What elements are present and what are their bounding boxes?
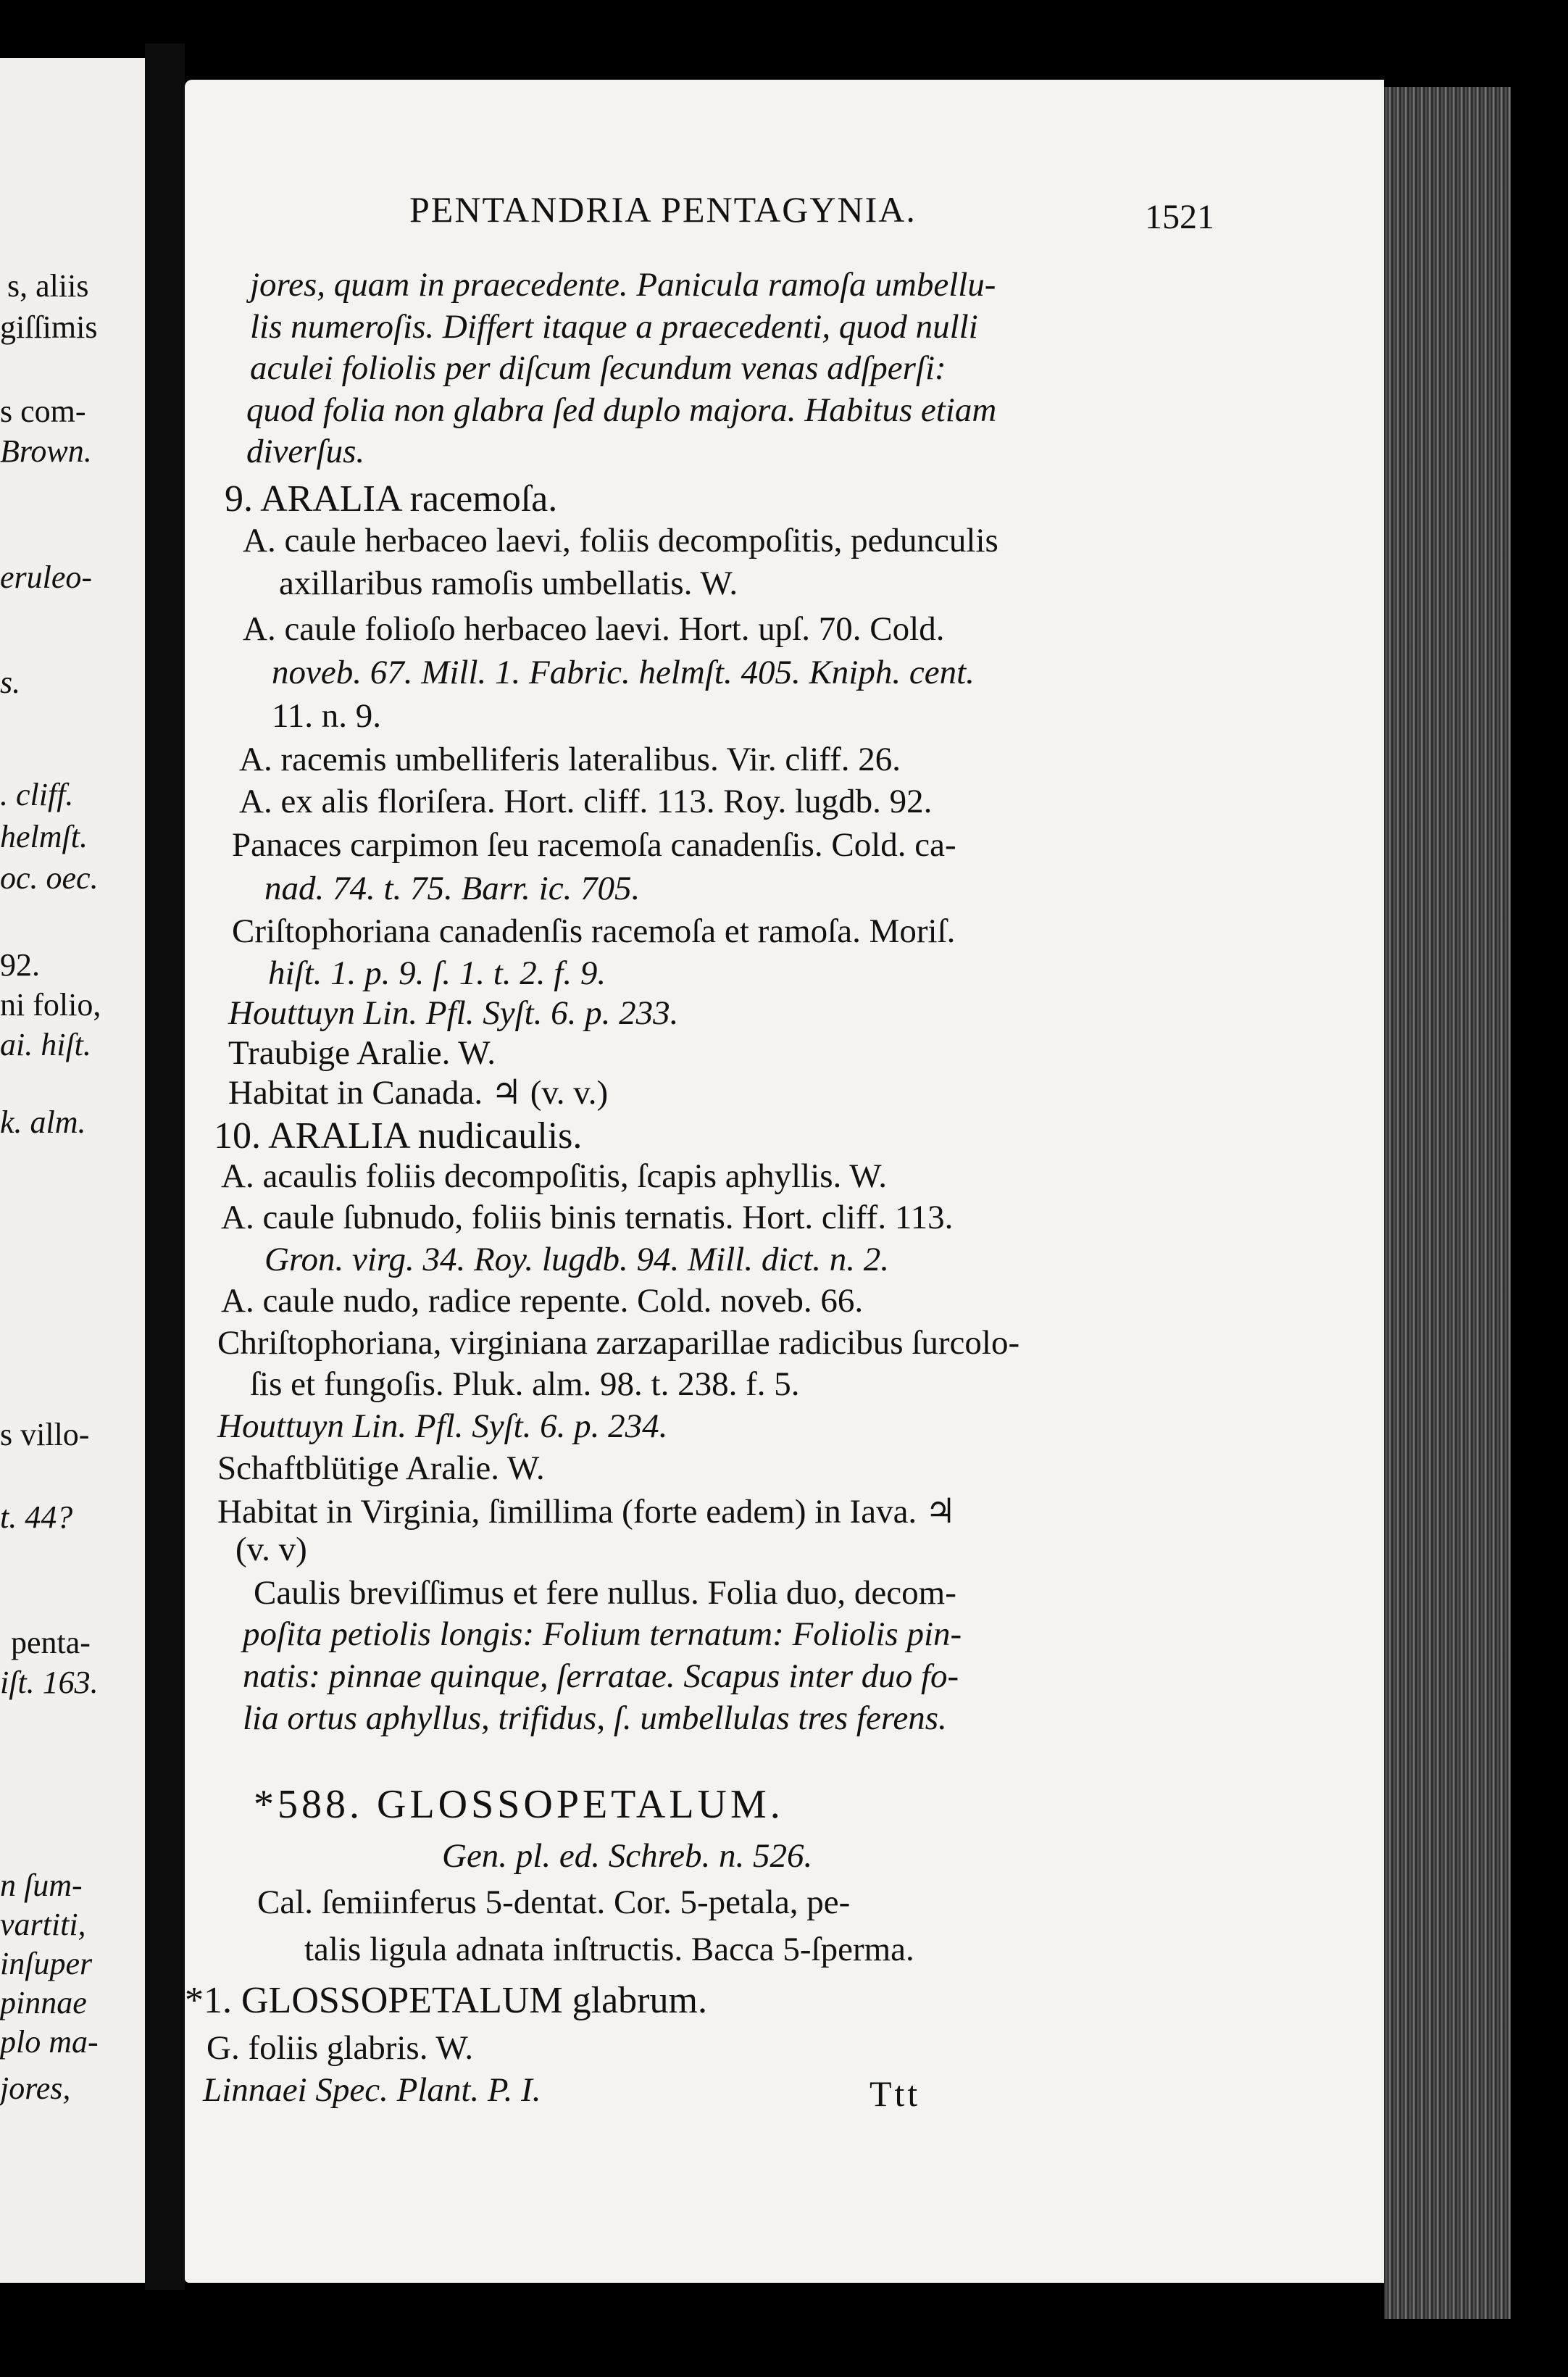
text-line: A. acaulis foliis decompoſitis, ſcapis aphyllis. W. (221, 1157, 888, 1195)
text-line: poſita petiolis longis: Folium ternatum: Foliolis pin- (243, 1615, 962, 1653)
fragment-line: 92. (0, 947, 40, 983)
text-line: (v. v) (235, 1531, 307, 1568)
text-line: Linnaei Spec. Plant. P. I. (203, 2071, 541, 2109)
fragment-line: jores, (0, 2070, 71, 2106)
text-line: Habitat in Virginia, ſimillima (forte eadem) in Iava. ♃ (217, 1493, 956, 1531)
text-line: A. racemis umbelliferis lateralibus. Vir. cliff. 26. (239, 741, 901, 778)
fragment-line: vartiti, (0, 1907, 86, 1942)
fragment-line: s. (0, 665, 21, 700)
species-heading: 10. ARALIA nudicaulis. (214, 1115, 583, 1157)
text-line: Gron. virg. 34. Roy. lugdb. 94. Mill. dict. n. 2. (264, 1241, 890, 1278)
text-line: Traubige Aralie. W. (228, 1034, 496, 1072)
text-line: A. ex alis floriſera. Hort. cliff. 113. Roy. lugdb. 92. (239, 783, 933, 820)
text-line: Cal. ſemiinferus 5-dentat. Cor. 5-petala, pe- (257, 1883, 851, 1921)
fragment-line: inſuper (0, 1946, 93, 1981)
page (185, 80, 1384, 2283)
text-line: jores, quam in praecedente. Panicula ramoſa umbellu- (250, 266, 996, 304)
page-number: 1521 (1145, 198, 1214, 236)
fragment-line: iſt. 163. (0, 1665, 99, 1700)
fragment-line: giſſimis (0, 309, 98, 345)
text-line: Gen. pl. ed. Schreb. n. 526. (442, 1837, 813, 1875)
gutter (145, 43, 185, 2290)
text-line: A. caule folioſo herbaceo laevi. Hort. upſ. 70. Cold. (243, 610, 945, 648)
signature-mark: Ttt (870, 2073, 921, 2114)
fragment-line: t. 44? (0, 1499, 73, 1535)
fragment-line: ni folio, (0, 987, 101, 1023)
fragment-line: eruleo- (0, 559, 93, 595)
text-line: A. caule herbaceo laevi, foliis decompoſitis, pedunculis (243, 522, 998, 559)
fragment-line: ai. hiſt. (0, 1027, 91, 1062)
fragment-line: s villo- (0, 1417, 90, 1452)
book-edge-shadow (1511, 72, 1568, 2377)
species-heading: *1. GLOSSOPETALUM glabrum. (185, 1980, 707, 2021)
text-line: Criſtophoriana canadenſis racemoſa et ramoſa. Moriſ. (232, 912, 956, 950)
text-line: lis numeroſis. Differt itaque a praecedenti, quod nulli (250, 308, 978, 346)
text-line: quod folia non glabra ſed duplo majora. Habitus etiam (246, 391, 997, 429)
genus-heading: *588. GLOSSOPETALUM. (254, 1782, 784, 1827)
text-line: Houttuyn Lin. Pfl. Syſt. 6. p. 234. (217, 1407, 668, 1445)
fragment-line: Brown. (0, 433, 92, 469)
fragment-line: pinnae (0, 1985, 87, 2020)
text-line: Panaces carpimon ſeu racemoſa canadenſis. Cold. ca- (232, 826, 956, 864)
text-line: Chriſtophoriana, virginiana zarzaparillae radicibus ſurcolo- (217, 1324, 1020, 1362)
text-line: natis: pinnae quinque, ſerratae. Scapus inter duo fo- (243, 1657, 959, 1695)
text-line: 11. n. 9. (272, 697, 382, 735)
fragment-line: s, aliis (7, 268, 89, 304)
text-line: Houttuyn Lin. Pfl. Syſt. 6. p. 233. (228, 994, 679, 1032)
text-line: A. caule nudo, radice repente. Cold. noveb. 66. (221, 1282, 864, 1320)
text-line: A. caule ſubnudo, foliis binis ternatis. Hort. cliff. 113. (221, 1199, 954, 1236)
page-edges (1384, 87, 1511, 2319)
species-heading: 9. ARALIA racemoſa. (225, 478, 558, 520)
text-line: diverſus. (246, 433, 365, 470)
text-line: G. foliis glabris. W. (207, 2029, 474, 2067)
fragment-line: . cliff. (0, 777, 74, 812)
running-title: PENTANDRIA PENTAGYNIA. (409, 189, 917, 230)
fragment-line: plo ma- (0, 2024, 99, 2060)
text-line: hiſt. 1. p. 9. ſ. 1. t. 2. f. 9. (268, 954, 606, 992)
text-line: aculei foliolis per diſcum ſecundum venas adſperſi: (250, 349, 946, 387)
text-line: Schaftblütige Aralie. W. (217, 1449, 545, 1487)
fragment-line: s com- (0, 394, 86, 429)
fragment-line: k. alm. (0, 1104, 86, 1140)
text-line: noveb. 67. Mill. 1. Fabric. helmſt. 405. Kniph. cent. (272, 654, 975, 691)
text-line: axillaribus ramoſis umbellatis. W. (279, 565, 738, 602)
fragment-line: oc. oec. (0, 860, 99, 896)
text-line: ſis et fungoſis. Pluk. alm. 98. t. 238. f. 5. (250, 1365, 800, 1403)
text-line: lia ortus aphyllus, trifidus, ſ. umbellulas tres ferens. (243, 1699, 947, 1737)
page-header (185, 188, 1384, 246)
text-line: Caulis breviſſimus et fere nullus. Folia duo, decom- (254, 1574, 956, 1612)
text-line: nad. 74. t. 75. Barr. ic. 705. (264, 870, 641, 907)
text-line: Habitat in Canada. ♃ (v. v.) (228, 1074, 609, 1112)
fragment-line: helmſt. (0, 819, 88, 854)
fragment-line: penta- (11, 1625, 91, 1660)
text-line: talis ligula adnata inſtructis. Bacca 5-ſperma. (304, 1931, 914, 1968)
fragment-line: n ſum- (0, 1868, 83, 1903)
